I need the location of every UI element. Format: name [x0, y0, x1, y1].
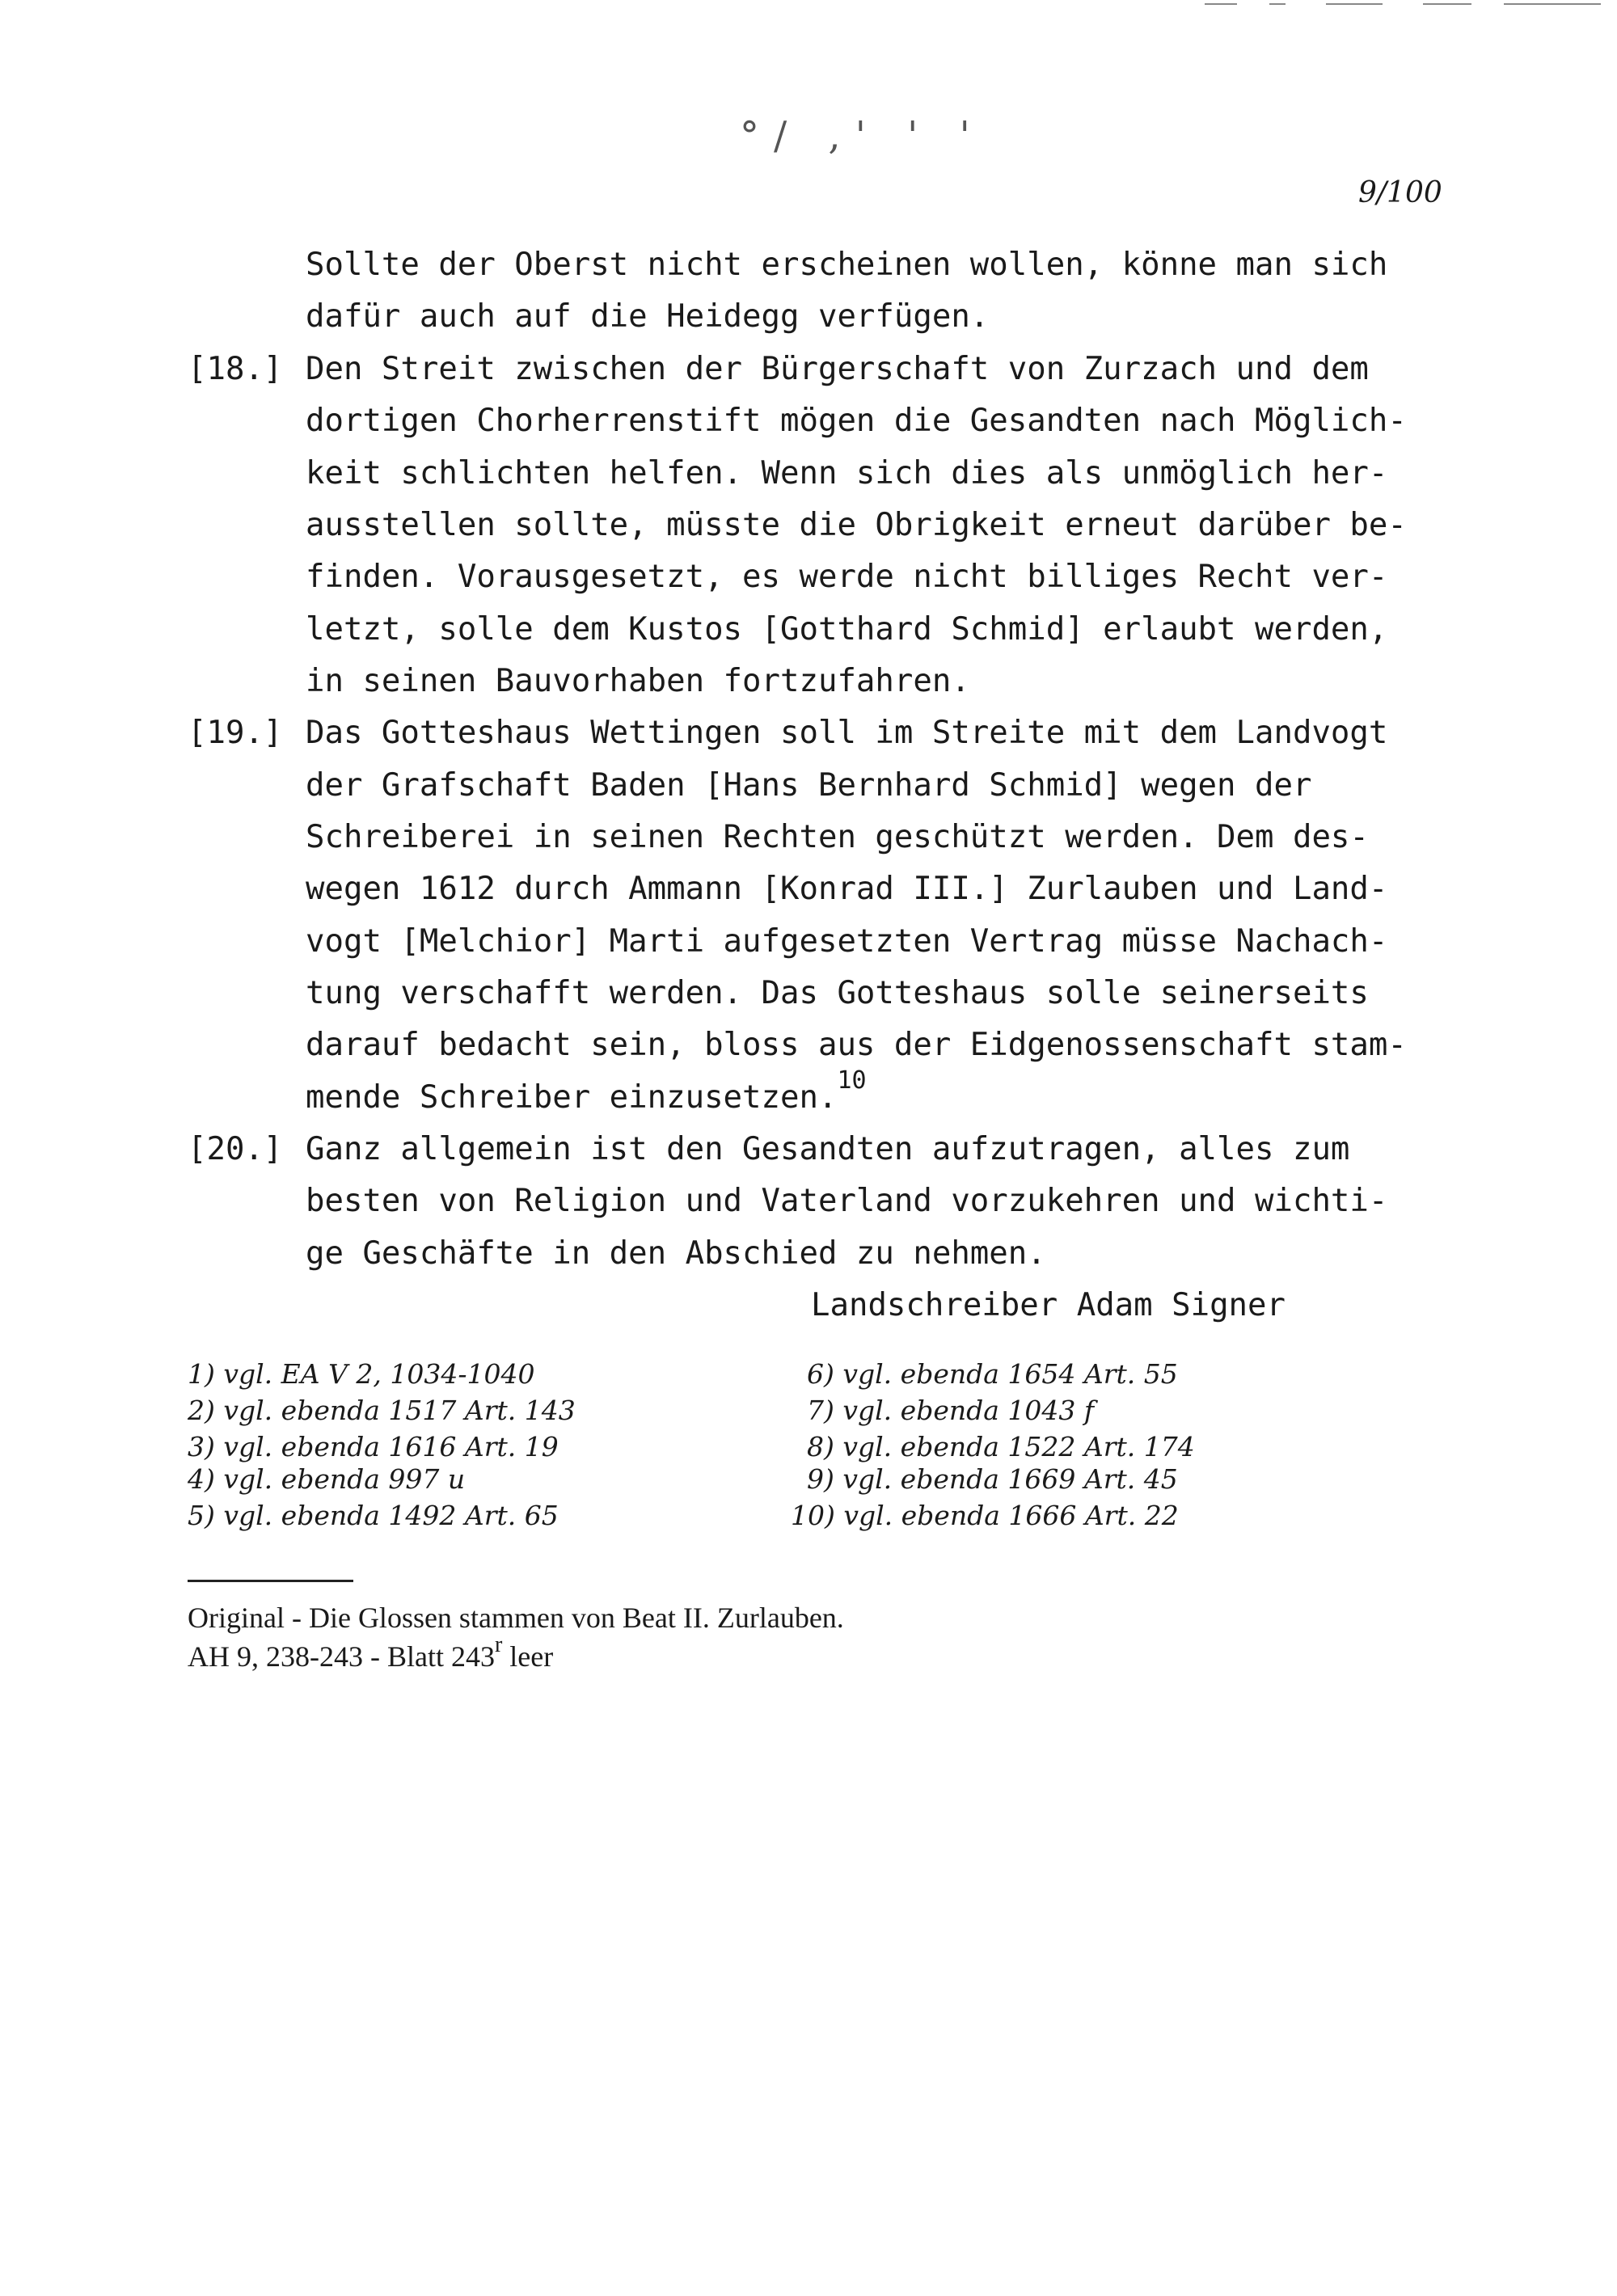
footnote: 10) vgl. ebenda 1666 Art. 22 [791, 1500, 1179, 1531]
archive-note-prefix: AH 9, 238-243 - Blatt 243 [188, 1640, 495, 1673]
footnote: 7) vgl. ebenda 1043 f [807, 1395, 1095, 1426]
text-line: keit schlichten helfen. Wenn sich dies als unmöglich her- [306, 455, 1388, 492]
text-line: dafür auch auf die Heidegg verfügen. [306, 298, 990, 335]
footnote-mark: 10 [837, 1066, 867, 1095]
footnote: 3) vgl. ebenda 1616 Art. 19 [188, 1431, 559, 1462]
recto-mark: r [494, 1632, 503, 1657]
signature: Landschreiber Adam Signer [811, 1287, 1286, 1323]
text-line: in seinen Bauvorhaben fortzufahren. [306, 663, 970, 699]
footnote-divider [188, 1580, 353, 1582]
text-line: darauf bedacht sein, bloss aus der Eidgenossenschaft stam- [306, 1027, 1407, 1063]
text-line: Das Gotteshaus Wettingen soll im Streite mit dem Landvogt [306, 715, 1388, 751]
text-line [306, 1066, 867, 1116]
text-line: Den Streit zwischen der Bürgerschaft von Zurzach und dem [306, 351, 1369, 387]
paragraph-number: [19.] [188, 715, 283, 751]
footnote: 9) vgl. ebenda 1669 Art. 45 [807, 1463, 1178, 1495]
text-line: Ganz allgemein ist den Gesandten aufzutragen, alles zum [306, 1131, 1350, 1167]
footnote: 6) vgl. ebenda 1654 Art. 55 [807, 1358, 1178, 1390]
text-line: Sollte der Oberst nicht erscheinen wollen, könne man sich [306, 247, 1388, 283]
text-line: vogt [Melchior] Marti aufgesetzten Vertrag müsse Nachach- [306, 923, 1388, 960]
text-line: ausstellen sollte, müsste die Obrigkeit erneut darüber be- [306, 507, 1407, 543]
text-line: letzt, solle dem Kustos [Gotthard Schmid] erlaubt werden, [306, 611, 1388, 648]
archive-note-suffix: leer [502, 1640, 554, 1673]
page-number: 9/100 [1358, 176, 1442, 209]
text-line: finden. Vorausgesetzt, es werde nicht billiges Recht ver- [306, 559, 1388, 595]
paragraph-number: [20.] [188, 1131, 283, 1167]
text-line: tung verschafft werden. Das Gotteshaus solle seinerseits [306, 975, 1369, 1011]
handwritten-scribble: °/ ,' ' ' [740, 113, 985, 158]
text-line: der Grafschaft Baden [Hans Bernhard Schmid] wegen der [306, 767, 1312, 804]
text-line: ge Geschäfte in den Abschied zu nehmen. [306, 1235, 1046, 1272]
paragraph-number: [18.] [188, 351, 283, 387]
text-line: besten von Religion und Vaterland vorzukehren und wichti- [306, 1183, 1388, 1219]
text-line: Schreiberei in seinen Rechten geschützt werden. Dem des- [306, 819, 1369, 855]
footnote: 8) vgl. ebenda 1522 Art. 174 [807, 1431, 1195, 1462]
footnote: 5) vgl. ebenda 1492 Art. 65 [188, 1500, 559, 1531]
archive-note [188, 1632, 554, 1673]
text-line-content: mende Schreiber einzusetzen. [306, 1079, 838, 1116]
source-note: Original - Die Glossen stammen von Beat II. Zurlauben. [188, 1602, 844, 1634]
scan-edge-marks [1197, 0, 1617, 10]
footnote: 4) vgl. ebenda 997 u [188, 1463, 466, 1495]
text-line: wegen 1612 durch Ammann [Konrad III.] Zurlauben und Land- [306, 871, 1388, 907]
text-line: dortigen Chorherrenstift mögen die Gesandten nach Möglich- [306, 403, 1407, 439]
footnote: 2) vgl. ebenda 1517 Art. 143 [188, 1395, 576, 1426]
footnote: 1) vgl. EA V 2, 1034-1040 [188, 1358, 535, 1390]
